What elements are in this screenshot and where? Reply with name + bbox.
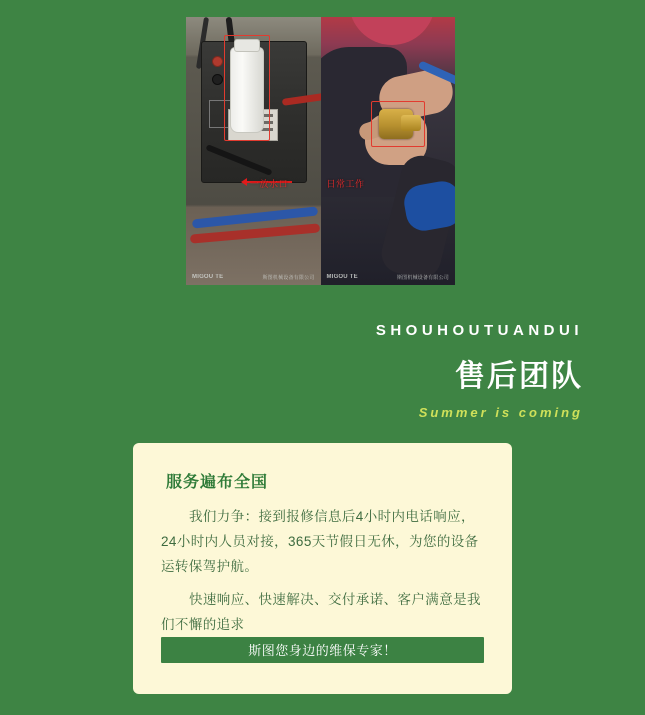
- power-indicator-icon: [212, 56, 223, 67]
- photo-right-valve: [321, 17, 456, 285]
- credit-brand: MIGOU TE: [192, 274, 224, 280]
- service-card: [133, 443, 512, 694]
- title-subtitle: Summer is coming: [418, 405, 583, 420]
- lamp-icon: [349, 17, 435, 45]
- photo-right-annotation: 日常工作: [326, 179, 365, 189]
- page-title: 售后团队: [455, 360, 583, 393]
- photo-left-annotation: 一放水口: [250, 179, 289, 189]
- card-heading: 服务遍布全国: [166, 474, 269, 491]
- credit-brand: MIGOU TE: [326, 274, 358, 280]
- title-block: [153, 322, 583, 420]
- credit-company: 斯图机械设备有限公司: [396, 275, 449, 281]
- maintenance-expert-button[interactable]: 斯图您身边的维保专家！: [161, 637, 484, 663]
- card-paragraph-2: 快速响应、快速解决、交付承诺、客户满意是我们不懈的追求: [161, 592, 481, 632]
- photo-left-machine: [186, 17, 321, 285]
- credit-company: 斯图机械设备有限公司: [262, 275, 315, 281]
- card-paragraph-1: 我们力争：接到报修信息后4小时内电话响应，24小时内人员对接，365天节假日无休，为您的设备运转保驾护航。: [161, 509, 479, 574]
- annotation-box: [224, 35, 270, 141]
- title-pinyin: SHOUHOUTUANDUI: [375, 322, 583, 339]
- annotation-box: [371, 101, 425, 147]
- photo-right-credit: [321, 274, 456, 281]
- switch-icon: [212, 74, 223, 85]
- photo-left-credit: [186, 274, 321, 281]
- photo-collage: [186, 17, 455, 285]
